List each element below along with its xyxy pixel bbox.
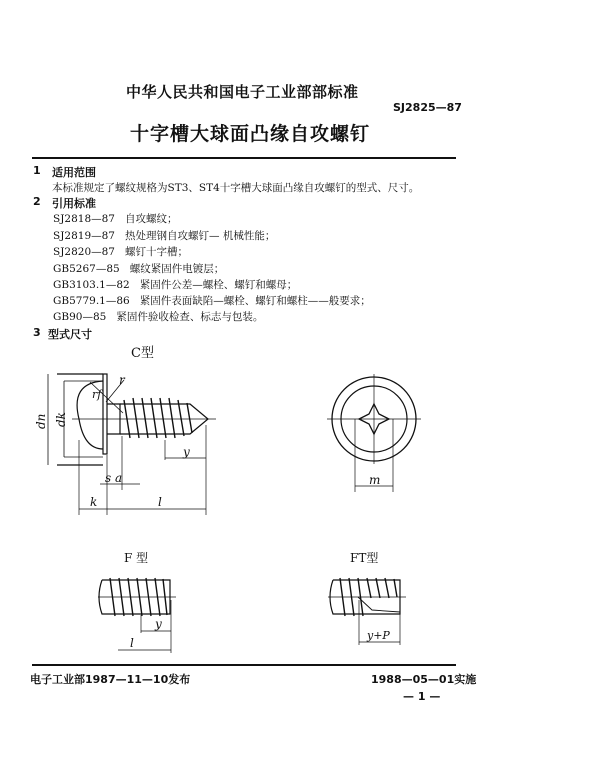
issue-date: 电子工业部1987—11—10发布 xyxy=(30,673,191,686)
dim-rf: rf xyxy=(92,388,102,401)
reference-code: SJ2818—87 xyxy=(53,213,115,225)
standard-code: SJ2825—87 xyxy=(393,101,462,114)
dim-dk: dk xyxy=(54,412,68,427)
c-type-side-view xyxy=(48,374,216,515)
f-dim-y: y xyxy=(155,617,162,631)
section-2-number: 2 xyxy=(33,195,41,208)
dim-m: m xyxy=(369,473,381,487)
section-1-number: 1 xyxy=(33,164,41,177)
reference-code: GB90—85 xyxy=(53,311,107,323)
section-1-heading: 适用范围 xyxy=(52,166,96,179)
reference-code: GB5779.1—86 xyxy=(53,295,130,307)
f-type-label: F 型 xyxy=(124,551,149,565)
reference-code: SJ2819—87 xyxy=(53,230,115,242)
dim-a: a xyxy=(115,471,123,485)
c-type-label: C型 xyxy=(131,346,154,361)
footer-rule xyxy=(32,664,456,666)
reference-title: 螺钉十字槽； xyxy=(125,246,189,258)
ft-dim-y-plus-p: y+P xyxy=(367,629,390,642)
reference-title: 紧固件表面缺陷—螺栓、螺钉和螺柱——般要求； xyxy=(139,295,371,307)
section-3-heading: 型式尺寸 xyxy=(48,328,92,341)
dim-s: s xyxy=(105,471,112,485)
effective-date: 1988—05—01实施 xyxy=(371,673,477,686)
reference-title: 自攻螺纹； xyxy=(125,213,178,225)
reference-code: GB3103.1—82 xyxy=(53,279,130,291)
reference-code: GB5267—85 xyxy=(53,263,120,275)
section-1-text: 本标准规定了螺纹规格为ST3、ST4十字槽大球面凸缘自攻螺钉的型式、尺寸。 xyxy=(52,182,420,194)
dim-y: y xyxy=(183,445,190,459)
reference-title: 热处理钢自攻螺钉— 机械性能； xyxy=(125,230,276,242)
section-3-number: 3 xyxy=(33,326,41,339)
dim-r: r xyxy=(119,373,125,387)
f-dim-l: l xyxy=(130,636,134,650)
section-2-heading: 引用标准 xyxy=(52,197,96,210)
page-number: — 1 — xyxy=(403,690,441,703)
reference-title: 螺纹紧固件电镀层； xyxy=(129,263,225,275)
dim-dn: dn xyxy=(34,413,48,429)
document-title: 十字槽大球面凸缘自攻螺钉 xyxy=(130,123,371,145)
reference-code: SJ2820—87 xyxy=(53,246,115,258)
reference-title: 紧固件验收检查、标志与包装。 xyxy=(116,311,264,323)
dim-l: l xyxy=(158,495,162,509)
issuing-organization: 中华人民共和国电子工业部部标准 xyxy=(126,83,359,101)
reference-title: 紧固件公差—螺栓、螺钉和螺母； xyxy=(139,279,298,291)
ft-type-label: FT型 xyxy=(350,551,379,565)
f-type-view xyxy=(98,578,176,653)
dim-k: k xyxy=(90,495,98,509)
